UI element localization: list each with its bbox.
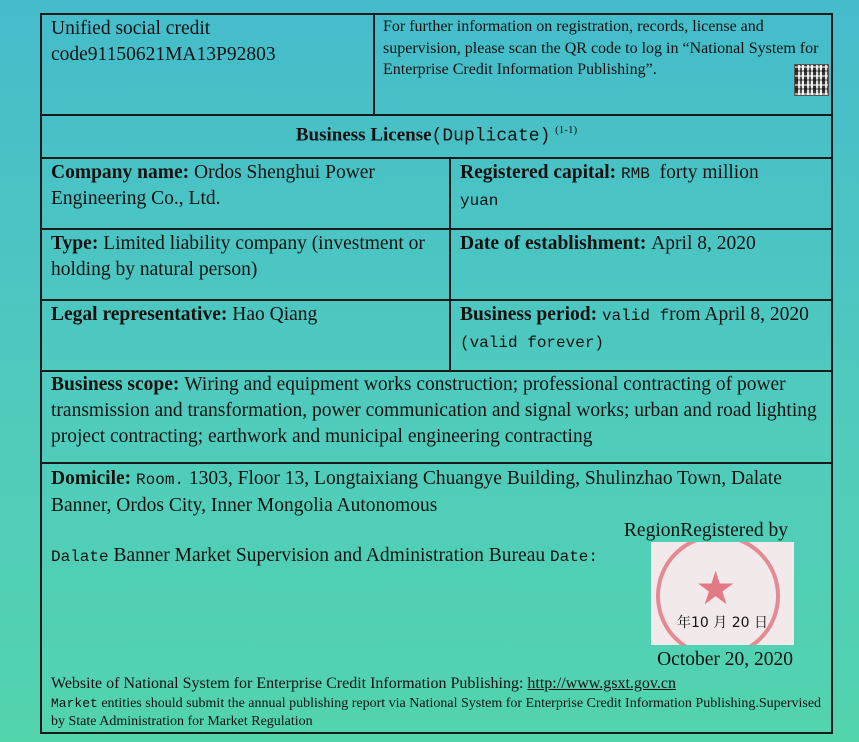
website-link[interactable]: http://www.gsxt.gov.cn [527, 675, 676, 692]
annual-report-notice: Market entities should submit the annual publishing report via National System for Enterprise Credit Information Publishing.Supervised by State Administration for Market Regulation [51, 696, 822, 729]
website-line: Website of National System for Enterprise Credit Information Publishing: http://www.gsxt.gov.cn [51, 675, 676, 692]
qr-note: For further information on registration, records, license and supervision, please scan the QR code to log in “National System for Enterprise Credit Information Publishing”. [383, 18, 819, 78]
seal-star-icon: ★ [695, 563, 737, 614]
company-type-field: Type: Limited liability company (investment or holding by natural person) [51, 233, 425, 280]
legal-representative-field: Legal representative: Hao Qiang [51, 304, 318, 325]
page-title: Business License(Duplicate) $^{(1-1)}$ [295, 124, 578, 147]
seal-date: 年10 月 20 日 [677, 615, 768, 631]
credit-code: Unified social credit code91150621MA13P92803 [51, 18, 276, 65]
company-name-field: Company name: Ordos Shenghui Power Engineering Co., Ltd. [51, 162, 375, 209]
registered-capital-field: Registered capital: RMB forty million yuan [460, 162, 759, 210]
business-period-field: Business period: valid from April 8, 2020 (valid forever) [460, 304, 809, 352]
business-scope-field: Business scope: Wiring and equipment works construction; professional contracting of power transmission and transformation, power communication and signal works; urban and road lighting project contracting; earthwork and municipal engineering contracting [51, 374, 817, 447]
registration-region-label: RegionRegistered by [623, 520, 788, 541]
domicile-field: Domicile: Room. 1303, Floor 13, Longtaixiang Chuangye Building, Shulinzhao Town, Dalate Banner, Ordos City, Inner Mongolia Autonomous [51, 468, 782, 516]
official-seal [651, 542, 794, 645]
qr-code-icon[interactable] [794, 64, 829, 96]
establishment-date-field: Date of establishment: April 8, 2020 [460, 233, 756, 254]
registration-authority: Dalate Banner Market Supervision and Administration Bureau Date: [51, 545, 599, 566]
issue-date: October 20, 2020 [657, 649, 793, 670]
